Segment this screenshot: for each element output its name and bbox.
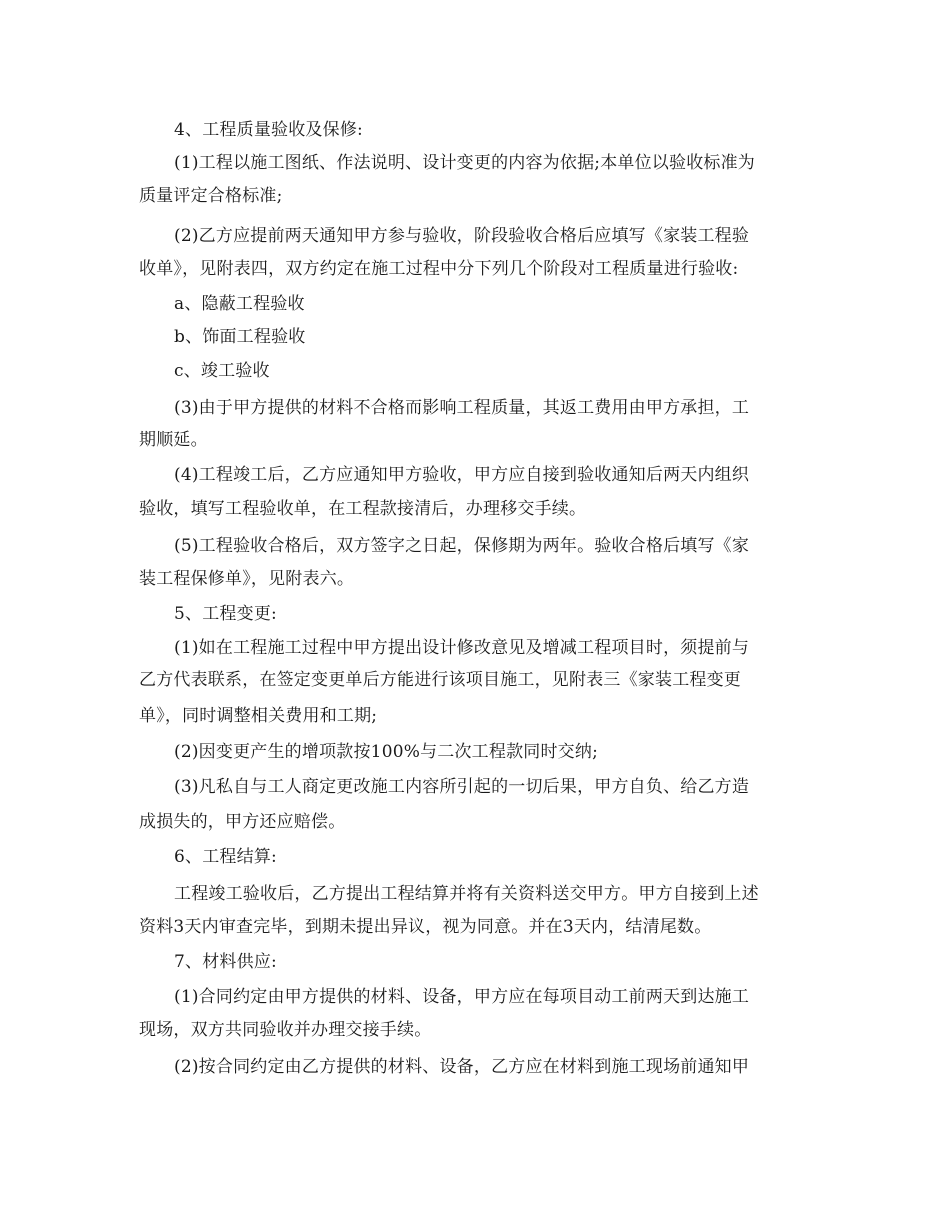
heading-material-supply: 7、材料供应: (174, 952, 277, 972)
paragraph-line: 乙方代表联系，在签定变更单后方能进行该项目施工，见附表三《家装工程变更 (139, 670, 741, 690)
paragraph-line: 资料3天内审查完毕，到期未提出异议，视为同意。并在3天内，结清尾数。 (139, 917, 712, 937)
paragraph-line: 质量评定合格标准; (139, 186, 283, 206)
paragraph-line: 装工程保修单》，见附表六。 (139, 569, 355, 589)
paragraph-line: (3)由于甲方提供的材料不合格而影响工程质量，其返工费用由甲方承担，工 (174, 398, 750, 418)
paragraph-line: (5)工程验收合格后，双方签字之日起，保修期为两年。验收合格后填写《家 (174, 536, 750, 556)
paragraph-line: 验收，填写工程验收单，在工程款接清后，办理移交手续。 (139, 499, 587, 519)
paragraph-line: 现场，双方共同验收并办理交接手续。 (139, 1020, 432, 1040)
paragraph-line: 收单》，见附表四，双方约定在施工过程中分下列几个阶段对工程质量进行验收: (139, 259, 739, 279)
paragraph-line: (1)如在工程施工过程中甲方提出设计修改意见及增减工程项目时，须提前与 (174, 638, 750, 658)
heading-settlement: 6、工程结算: (174, 847, 277, 867)
paragraph-line: 成损失的，甲方还应赔偿。 (139, 812, 346, 832)
paragraph-line: (2)因变更产生的增项款按100%与二次工程款同时交纳; (174, 742, 599, 762)
paragraph-line: 单》，同时调整相关费用和工期; (139, 706, 378, 726)
list-item: b、饰面工程验收 (174, 327, 306, 347)
heading-engineering-change: 5、工程变更: (174, 604, 277, 624)
paragraph-line: (1)工程以施工图纸、作法说明、设计变更的内容为依据;本单位以验收标准为 (174, 153, 756, 173)
paragraph-line: (3)凡私自与工人商定更改施工内容所引起的一切后果，甲方自负、给乙方造 (174, 777, 750, 797)
paragraph-line: 工程竣工验收后，乙方提出工程结算并将有关资料送交甲方。甲方自接到上述 (174, 884, 759, 904)
list-item: a、隐蔽工程验收 (174, 294, 305, 314)
paragraph-line: (1)合同约定由甲方提供的材料、设备，甲方应在每项目动工前两天到达施工 (174, 987, 750, 1007)
heading-quality-acceptance: 4、工程质量验收及保修: (174, 120, 363, 140)
paragraph-line: (2)按合同约定由乙方提供的材料、设备，乙方应在材料到施工现场前通知甲 (174, 1057, 750, 1077)
paragraph-line: (2)乙方应提前两天通知甲方参与验收，阶段验收合格后应填写《家装工程验 (174, 226, 750, 246)
paragraph-line: (4)工程竣工后，乙方应通知甲方验收，甲方应自接到验收通知后两天内组织 (174, 465, 750, 485)
paragraph-line: 期顺延。 (139, 430, 208, 450)
list-item: c、竣工验收 (174, 361, 270, 381)
